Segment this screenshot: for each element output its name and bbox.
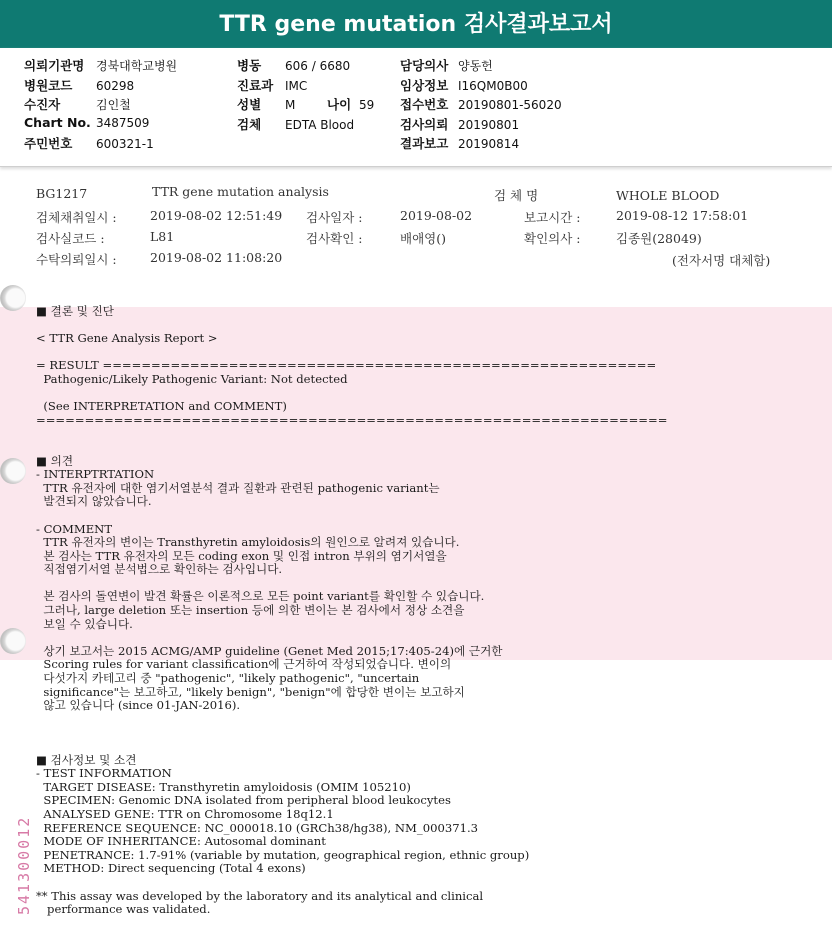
report-line: PENETRANCE: 1.7-91% (variable by mutation, geographical region, ethnic group)	[36, 847, 530, 862]
test-code: BG1217	[36, 186, 88, 201]
header-field: 임상정보 I16QM0B00	[400, 78, 528, 93]
report-line	[36, 387, 667, 401]
header-field: 접수번호 20190801-56020	[400, 97, 562, 112]
report-line: < TTR Gene Analysis Report >	[36, 331, 218, 346]
report-line	[36, 346, 667, 360]
header-field: 검사의뢰 20190801	[400, 117, 520, 132]
labcode-label: 검사실코드 :	[36, 231, 105, 246]
report-line: - INTERPTRTATION	[36, 467, 155, 482]
report-line: - TEST INFORMATION	[36, 766, 172, 781]
report-line: = RESULT =========================================================	[36, 358, 657, 373]
report-title: TTR gene mutation 검사결과보고서	[0, 0, 832, 48]
punch-hole-icon	[0, 285, 26, 311]
report-line: Pathogenic/Likely Pathogenic Variant: Not detected	[36, 371, 348, 386]
header-field: 병원코드 60298	[24, 78, 135, 93]
header-field: 결과보고 20190814	[400, 136, 520, 151]
testdate-label: 검사일자 :	[306, 210, 363, 225]
patient-header	[0, 48, 832, 167]
report-line	[36, 631, 667, 645]
report-body	[36, 305, 667, 917]
confirm-value: 배애영()	[400, 231, 446, 246]
confirm-label: 검사확인 :	[306, 231, 363, 246]
report-line: 보일 수 있습니다.	[36, 616, 133, 631]
esign-note: (전자서명 대체함)	[672, 253, 771, 268]
testdate-value: 2019-08-02	[400, 208, 473, 223]
labcode-value: L81	[150, 229, 175, 244]
received-label: 수탁의뢰일시 :	[36, 252, 117, 267]
report-line: METHOD: Direct sequencing (Total 4 exons)	[36, 861, 306, 876]
header-field: 병동 606 / 6680	[237, 58, 351, 73]
report-line: 그러나, large deletion 또는 insertion 등에 의한 변이는 본 검사에서 정상 소견을	[36, 603, 465, 618]
report-line: 발견되지 않았습니다.	[36, 494, 152, 509]
report-line	[36, 577, 667, 591]
report-line: REFERENCE SEQUENCE: NC_000018.10 (GRCh38/hg38), NM_000371.3	[36, 820, 479, 835]
report-line: =================================================================	[36, 412, 668, 427]
report-line: TARGET DISEASE: Transthyretin amyloidosis (OMIM 105210)	[36, 779, 411, 794]
punch-hole-icon	[0, 458, 26, 484]
report-line: ■ 결론 및 진단	[36, 304, 115, 318]
report-line: ■ 검사정보 및 소견	[36, 752, 137, 767]
report-line: ■ 의견	[36, 453, 74, 468]
received-value: 2019-08-02 11:08:20	[150, 250, 283, 265]
report-line: TTR 유전자의 변이는 Transthyretin amyloidosis의 원인으로 알려져 있습니다.	[36, 535, 460, 550]
report-line: TTR 유전자에 대한 염기서열분석 결과 질환과 관련된 pathogenic variant는	[36, 480, 440, 495]
collect-label: 검체채취일시 :	[36, 210, 117, 225]
report-line	[36, 876, 667, 890]
report-line	[36, 740, 667, 754]
report-line	[36, 713, 667, 727]
doctor-label: 확인의사 :	[524, 231, 581, 246]
report-line: MODE OF INHERITANCE: Autosomal dominant	[36, 834, 326, 849]
header-field: 담당의사 양동헌	[400, 58, 493, 73]
report-line	[36, 509, 667, 523]
punch-hole-icon	[0, 628, 26, 654]
header-field: 검체 EDTA Blood	[237, 117, 355, 132]
report-line: ANALYSED GENE: TTR on Chromosome 18q12.1	[36, 806, 334, 821]
header-field: 수진자 김인철	[24, 97, 131, 112]
report-line: - COMMENT	[36, 521, 113, 536]
report-time-label: 보고시간 :	[524, 210, 581, 225]
report-line: (See INTERPRETATION and COMMENT)	[36, 399, 287, 414]
report-line: performance was validated.	[36, 902, 211, 917]
barcode-number: 541300012	[15, 815, 33, 915]
report-line: significance"는 보고하고, "likely benign", "benign"에 합당한 변이는 보고하지	[36, 684, 465, 699]
report-line: 본 검사는 TTR 유전자의 모든 coding exon 및 인접 intron 부위의 염기서열을	[36, 548, 447, 563]
report-line: 다섯가지 카테고리 중 "pathogenic", "likely pathogenic", "uncertain	[36, 671, 420, 686]
report-line: ** This assay was developed by the laboratory and its analytical and clinical	[36, 888, 484, 903]
report-line: Scoring rules for variant classification에 근거하여 작성되었습니다. 변이의	[36, 657, 452, 672]
report-line: 본 검사의 돌연변이 발견 확률은 이론적으로 모든 point variant를 확인할 수 있습니다.	[36, 589, 485, 604]
report-line	[36, 427, 667, 441]
report-line: SPECIMEN: Genomic DNA isolated from peripheral blood leukocytes	[36, 793, 451, 808]
report-line	[36, 726, 667, 740]
report-line	[36, 441, 667, 455]
collect-value: 2019-08-02 12:51:49	[150, 208, 283, 223]
header-field: 성별 M 나이 59	[237, 97, 375, 112]
report-line: 않고 있습니다 (since 01-JAN-2016).	[36, 698, 241, 713]
header-field: 주민번호 600321-1	[24, 136, 154, 151]
specimen-label: 검 체 명	[494, 188, 539, 203]
specimen-value: WHOLE BLOOD	[616, 188, 720, 203]
report-line	[36, 319, 667, 333]
report-line: 직접염기서열 분석법으로 확인하는 검사입니다.	[36, 562, 283, 577]
report-time-value: 2019-08-12 17:58:01	[616, 208, 749, 223]
test-name: TTR gene mutation analysis	[152, 184, 329, 199]
header-field: 진료과 IMC	[237, 78, 308, 93]
header-field: Chart No. 3487509	[24, 115, 150, 130]
doctor-value: 김종원(28049)	[616, 231, 702, 246]
header-field: 의뢰기관명 경북대학교병원	[24, 58, 178, 73]
report-line: 상기 보고서는 2015 ACMG/AMP guideline (Genet Med 2015;17:405-24)에 근거한	[36, 643, 503, 658]
